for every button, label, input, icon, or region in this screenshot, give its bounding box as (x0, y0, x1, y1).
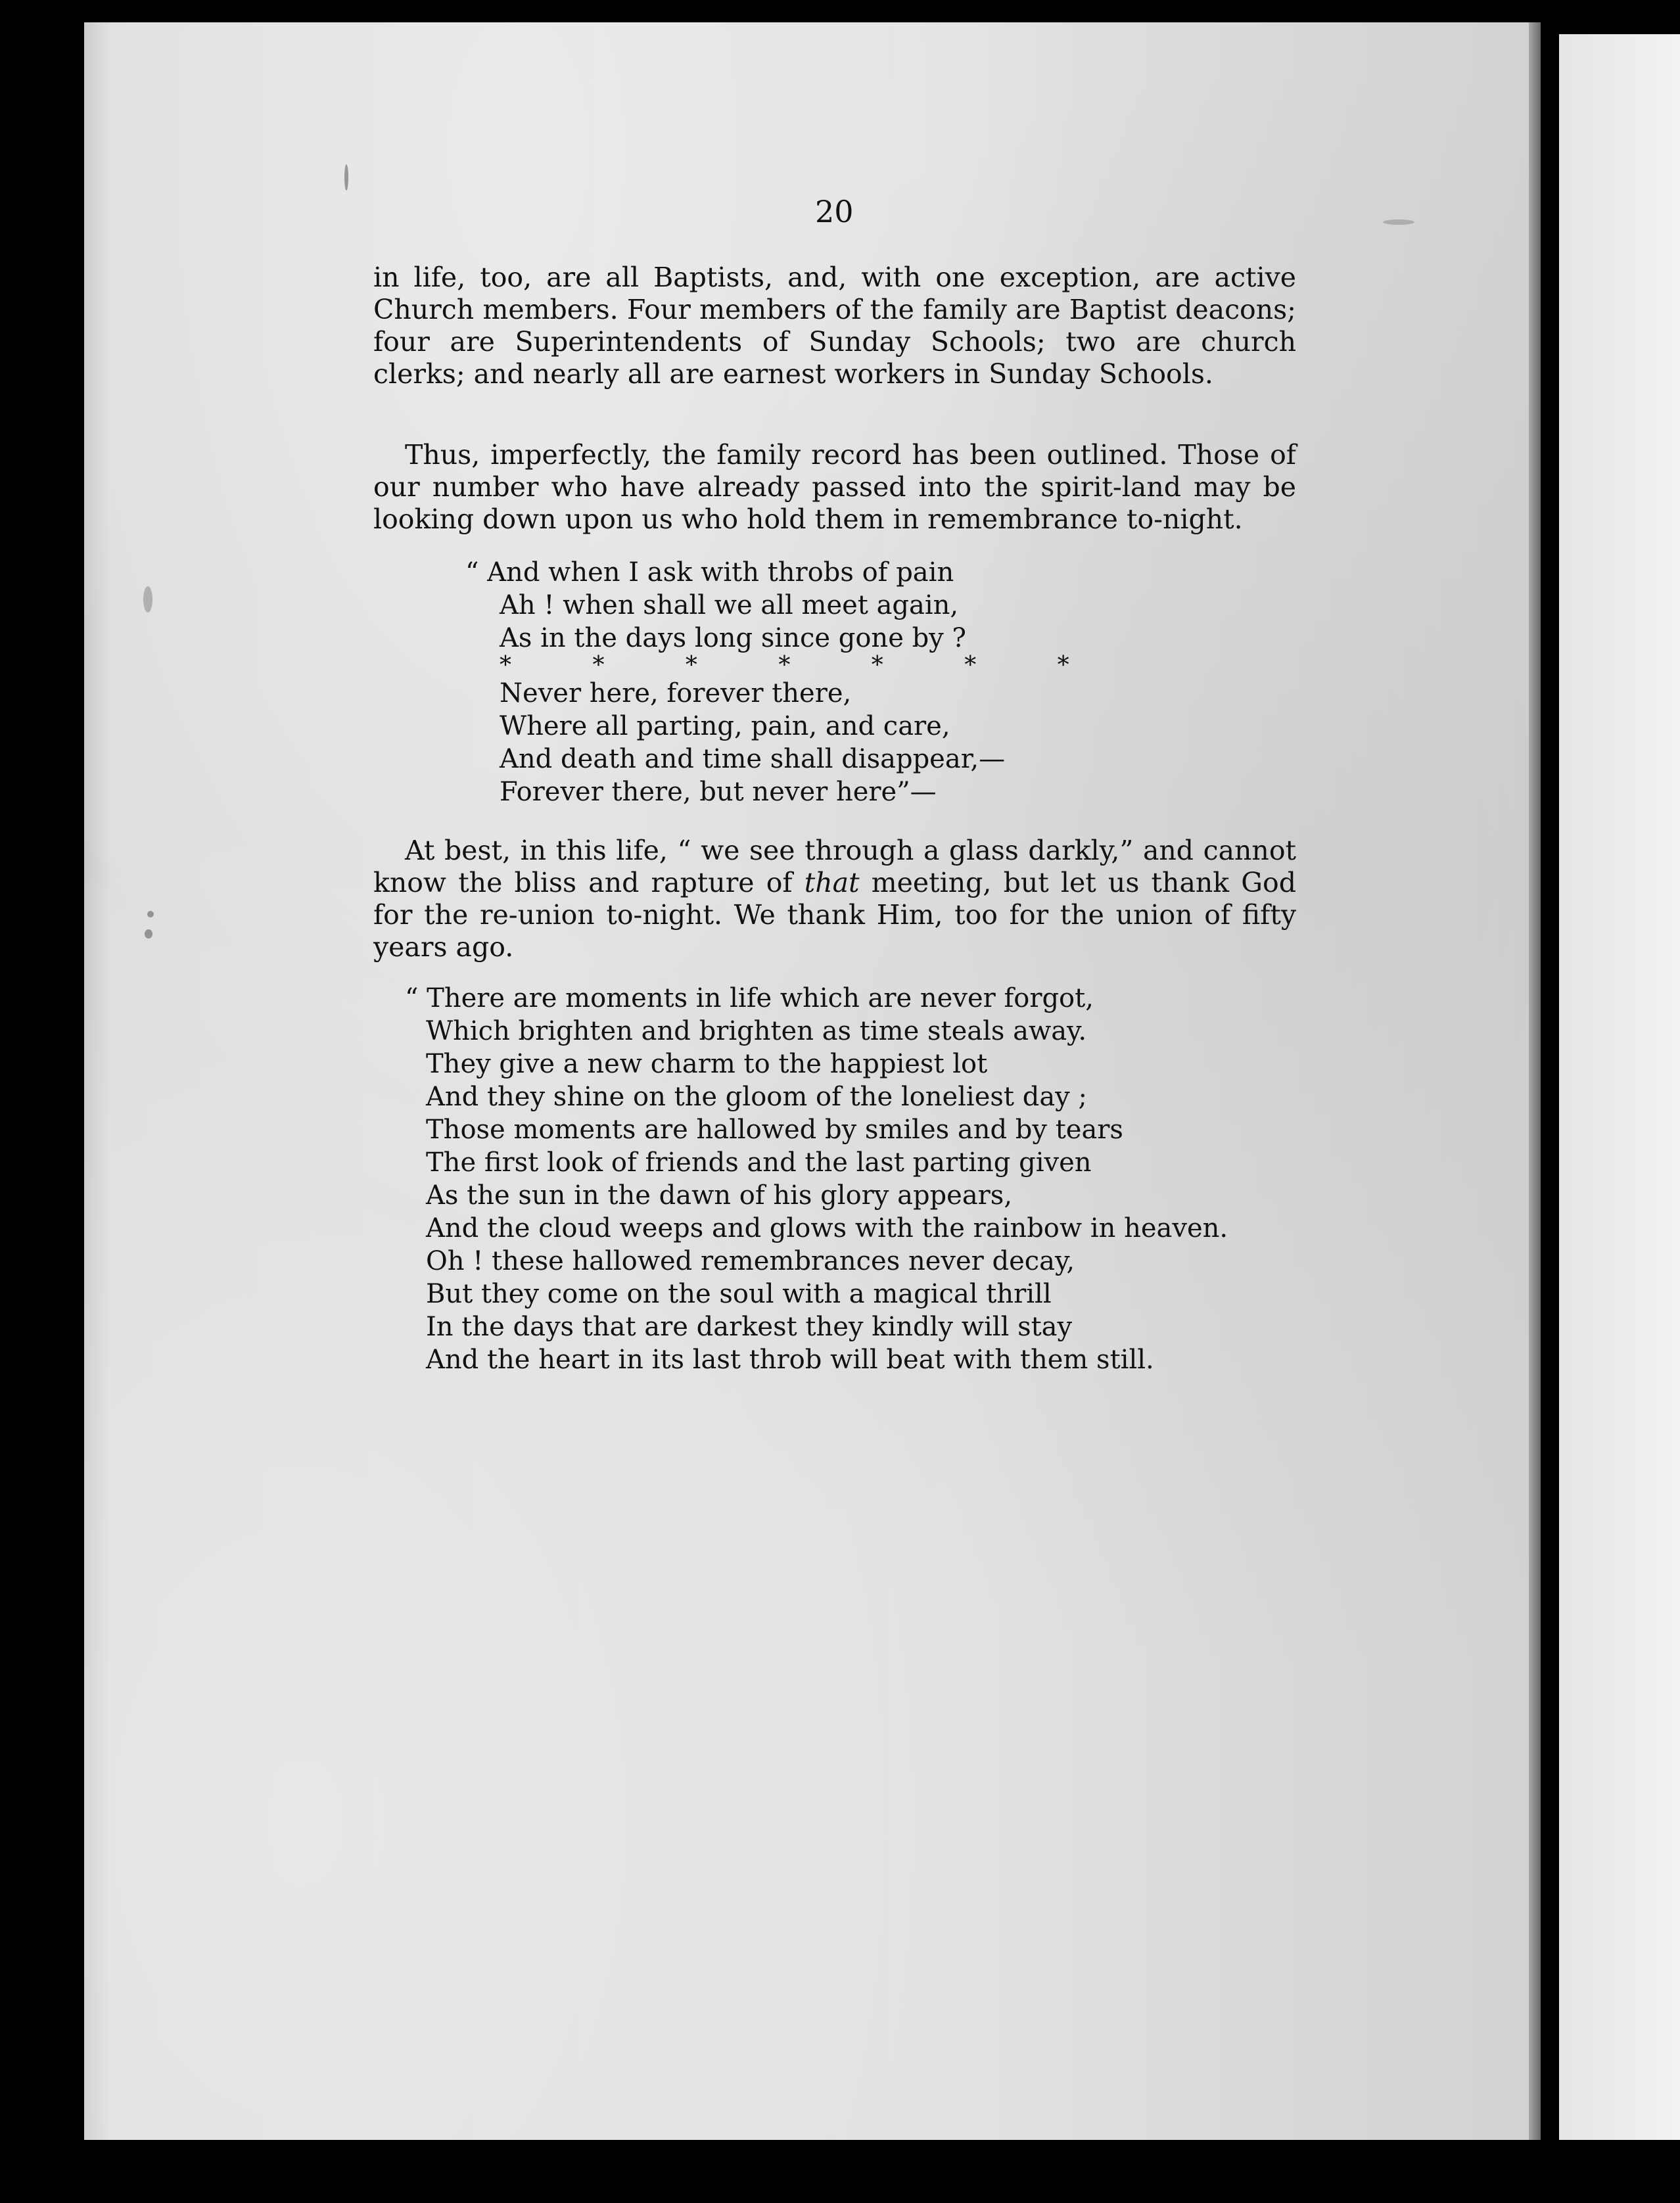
poem-line: And the cloud weeps and glows with the rainbow in heaven. (426, 1213, 1228, 1243)
paragraph-glass-darkly (373, 835, 1296, 963)
poem-line: As in the days long since gone by ? (500, 623, 966, 653)
poem-line: Ah ! when shall we all meet again, (500, 590, 959, 620)
poem-hallowed-moments (405, 982, 1228, 1376)
adjacent-page-sliver (1559, 34, 1680, 2140)
poem-line: Forever there, but never here”— (500, 777, 937, 807)
poem-line: The first look of friends and the last parting given (426, 1148, 1092, 1178)
page-smudge (1383, 220, 1414, 225)
poem-line: In the days that are darkest they kindly will stay (426, 1312, 1073, 1342)
poem-line: And they shine on the gloom of the loneliest day ; (426, 1082, 1087, 1112)
paragraph-family-record: Thus, imperfectly, the family record has been outlined. Those of our number who have already passed into the spirit-land may be looking down upon us who hold them in remembrance to-night. (373, 439, 1296, 535)
poem-line: “ There are moments in life which are never forgot, (405, 983, 1094, 1013)
page-edge-shadow (1529, 22, 1541, 2140)
paragraph-family-members: in life, too, are all Baptists, and, with one exception, are active Church members. Four members of the family are Baptist deacons; four are Superintendents of Sunday Schools; two are church clerks; and nearly all are earnest workers in Sunday Schools. (373, 262, 1296, 390)
poem-line: Where all parting, pain, and care, (500, 711, 950, 741)
poem-line: Which brighten and brighten as time steals away. (426, 1016, 1087, 1046)
poem-line: As the sun in the dawn of his glory appears, (426, 1180, 1013, 1211)
emphasized-word: that (804, 867, 860, 898)
poem-ellipsis-stars: * * * * * * * (500, 652, 1069, 679)
page-number: 20 (815, 194, 854, 229)
poem-line: They give a new charm to the happiest lot (426, 1049, 988, 1079)
poem-line: Those moments are hallowed by smiles and by tears (426, 1115, 1123, 1145)
page-smudge (145, 929, 152, 939)
poem-line: But they come on the soul with a magical thrill (426, 1279, 1052, 1309)
paragraph-text: At best, in this life, “ we see through a glass darkly,” and cannot know the bliss and rapture of (373, 835, 1296, 898)
poem-line: Never here, forever there, (500, 678, 852, 708)
poem-line: And death and time shall disappear,— (500, 744, 1006, 774)
poem-line: Oh ! these hallowed remembrances never decay, (426, 1246, 1075, 1276)
poem-line: And the heart in its last throb will beat with them still. (426, 1345, 1154, 1375)
page-smudge (143, 586, 152, 613)
paragraph-text: meeting, but let us thank God for the re-union to-night. We thank Him, too for the union of fifty years ago. (373, 867, 1296, 963)
poem-line: “ And when I ask with throbs of pain (465, 557, 954, 588)
page-smudge (344, 164, 348, 191)
poem-meet-again (465, 556, 1069, 808)
page-smudge (147, 911, 154, 917)
